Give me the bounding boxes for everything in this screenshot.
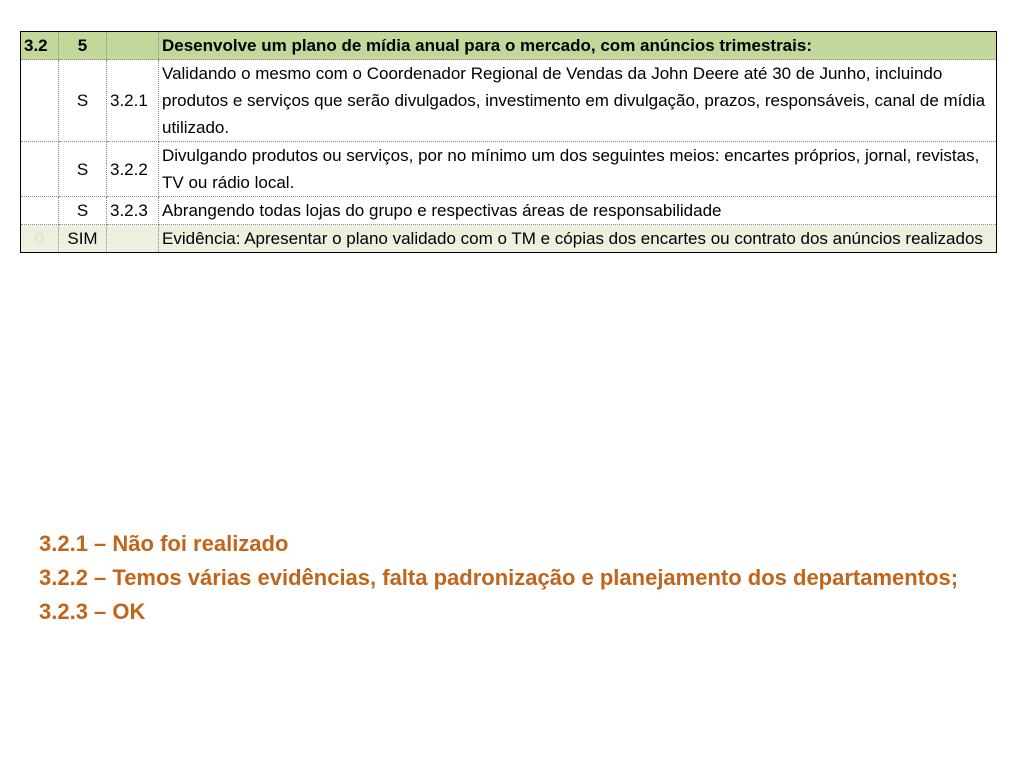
row-text: Divulgando produtos ou serviços, por no mínimo um dos seguintes meios: encartes próprios, jornal, revistas, TV ou rádio local. bbox=[159, 142, 997, 197]
row-answer: S bbox=[59, 60, 107, 142]
row-code: 3.2.2 bbox=[107, 142, 159, 197]
table-row bbox=[21, 142, 997, 197]
note-line: 3.2.1 – Não foi realizado bbox=[39, 531, 289, 556]
note-line: 3.2.3 – OK bbox=[39, 599, 146, 624]
row-code: 3.2.1 bbox=[107, 60, 159, 142]
row-text: Validando o mesmo com o Coordenador Regional de Vendas da John Deere até 30 de Junho, incluindo produtos e serviços que serão divulgados, investimento em divulgação, prazos, responsáveis, canal de mídia utilizado. bbox=[159, 60, 997, 142]
note-line: 3.2.2 – Temos várias evidências, falta padronização e planejamento dos departamentos; bbox=[39, 565, 959, 590]
table-header-row bbox=[21, 32, 997, 60]
row-text: Abrangendo todas lojas do grupo e respectivas áreas de responsabilidade bbox=[159, 197, 997, 225]
table-row bbox=[21, 197, 997, 225]
item-title: Desenvolve um plano de mídia anual para o mercado, com anúncios trimestrais: bbox=[159, 32, 997, 60]
row-status bbox=[21, 60, 59, 142]
row-status bbox=[21, 197, 59, 225]
evidence-answer: SIM bbox=[59, 225, 107, 253]
table-row bbox=[21, 60, 997, 142]
item-weight: 5 bbox=[59, 32, 107, 60]
checklist-table bbox=[20, 31, 997, 253]
item-number: 3.2 bbox=[21, 32, 59, 60]
row-status bbox=[21, 142, 59, 197]
row-code: 3.2.3 bbox=[107, 197, 159, 225]
evidence-row bbox=[21, 225, 997, 253]
row-answer: S bbox=[59, 142, 107, 197]
row-answer: S bbox=[59, 197, 107, 225]
notes-block bbox=[39, 527, 985, 629]
evidence-code bbox=[107, 225, 159, 253]
evidence-text: Evidência: Apresentar o plano validado com o TM e cópias dos encartes ou contrato dos anúncios realizados bbox=[159, 225, 997, 253]
evidence-score: 0 bbox=[21, 225, 59, 253]
item-code bbox=[107, 32, 159, 60]
